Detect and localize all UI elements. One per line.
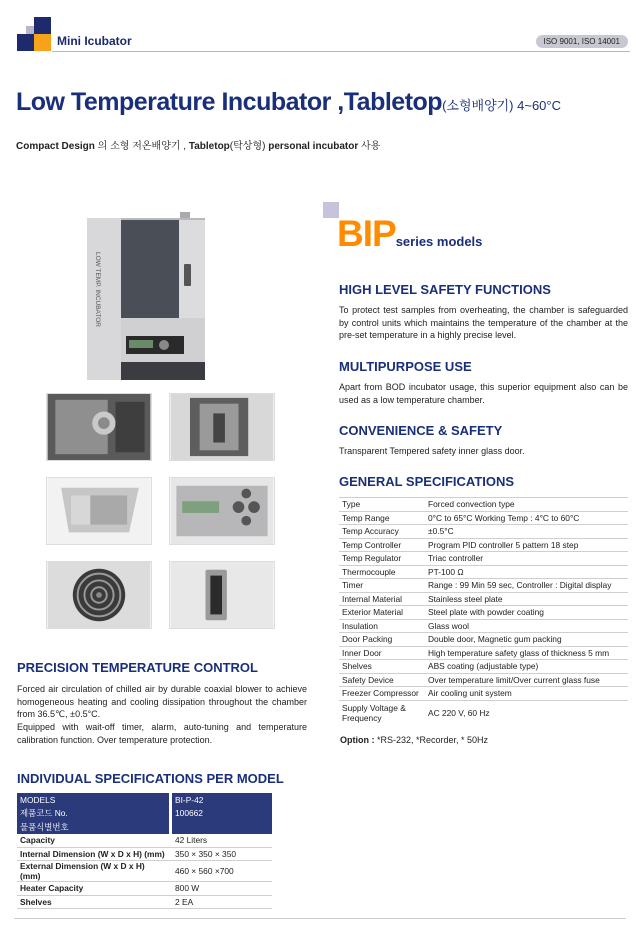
subtitle-part3: Tabletop	[188, 141, 230, 152]
spec-value: AC 220 V, 60 Hz	[425, 700, 628, 726]
option-label: Option :	[340, 735, 377, 745]
table-row	[339, 552, 628, 566]
series-label: series models	[395, 234, 483, 249]
spec-value: Steel plate with powder coating	[425, 606, 628, 620]
model-spec-value: 460 × 560 ×700	[172, 861, 272, 882]
table-row	[339, 646, 628, 660]
table-row	[339, 579, 628, 593]
spec-key: Internal Material	[339, 592, 425, 606]
table-row	[339, 606, 628, 620]
thumb-fan-image	[46, 561, 152, 629]
model-spec-value: 800 W	[172, 882, 272, 896]
spec-value: High temperature safety glass of thickness 5 mm	[425, 646, 628, 660]
thumb-door-image	[169, 393, 275, 461]
spec-value: ABS coating (adjustable type)	[425, 660, 628, 674]
subtitle-part5: personal incubator	[268, 141, 359, 152]
spec-key: Exterior Material	[339, 606, 425, 620]
model-spec-key: Shelves	[17, 895, 169, 909]
thumb-interior-image	[46, 393, 152, 461]
thumb-controller-image	[169, 477, 275, 545]
table-row	[339, 565, 628, 579]
table-row	[17, 847, 272, 861]
footer-divider	[14, 918, 626, 919]
option-text: *RS-232, *Recorder, * 50Hz	[377, 735, 489, 745]
spec-key: Timer	[339, 579, 425, 593]
spec-value: PT-100 Ω	[425, 565, 628, 579]
table-row	[339, 633, 628, 647]
spec-key: Temp Regulator	[339, 552, 425, 566]
convenience-text: Transparent Tempered safety inner glass door.	[339, 446, 525, 456]
series-title	[337, 213, 482, 255]
thumb-shelf-image	[46, 477, 152, 545]
table-row	[339, 660, 628, 674]
title-main: Low Temperature Incubator ,Tabletop	[16, 88, 443, 116]
table-row	[339, 592, 628, 606]
model-spec-table	[17, 793, 272, 909]
spec-value: Double door, Magnetic gum packing	[425, 633, 628, 647]
spec-key: Door Packing	[339, 633, 425, 647]
multipurpose-text: Apart from BOD incubator usage, this superior equipment also can be used as a low temperature chamber.	[339, 382, 628, 405]
table-header-row	[17, 820, 272, 834]
spec-key: Supply Voltage & Frequency	[339, 700, 425, 726]
table-row	[339, 673, 628, 687]
precision-text-2: Equipped with wait-off timer, alarm, auto-tuning and temperature calibration function. Over temperature protection.	[17, 722, 307, 745]
table-row	[17, 882, 272, 896]
precision-text-1: Forced air circulation of chilled air by durable coaxial blower to achieve homogeneous heating and cooling dissipation throughout the chamber from 36.5℃, ±0.5°C.	[17, 684, 307, 719]
model-spec-key: Heater Capacity	[17, 882, 169, 896]
spec-value: Glass wool	[425, 619, 628, 633]
table-row	[339, 619, 628, 633]
subtitle-part2: 의 소형 저온배양기 ,	[94, 141, 189, 152]
table-row	[339, 525, 628, 539]
option-line	[340, 735, 488, 745]
table-header-row	[17, 807, 272, 821]
spec-key: Shelves	[339, 660, 425, 674]
subtitle-part1: Compact Design	[16, 141, 95, 152]
table-row	[339, 687, 628, 701]
header-value: BI-P-42	[172, 793, 272, 807]
header-divider	[52, 51, 630, 52]
spec-value: Over temperature limit/Over current glass fuse	[425, 673, 628, 687]
spec-key: Thermocouple	[339, 565, 425, 579]
spec-value: 0°C to 65°C Working Temp : 4°C to 60°C	[425, 511, 628, 525]
table-row	[17, 895, 272, 909]
title-suffix: (소형배양기) 4~60°C	[442, 98, 561, 113]
subtitle-part4: (탁상형)	[229, 141, 269, 152]
model-spec-value: 2 EA	[172, 895, 272, 909]
spec-key: Freezer Compressor	[339, 687, 425, 701]
header-key: MODELS	[17, 793, 169, 807]
spec-key: Temp Accuracy	[339, 525, 425, 539]
spec-value: Program PID controller 5 pattern 18 step	[425, 538, 628, 552]
table-row	[339, 511, 628, 525]
safety-text: To protect test samples from overheating, the chamber is safeguarded by control units which maintains the temperature of the chamber at the pre-set temperature in a highly precise level.	[339, 305, 628, 340]
model-spec-value: 42 Liters	[172, 834, 272, 848]
page-subtitle	[16, 137, 380, 152]
general-spec-table	[339, 497, 628, 726]
model-spec-key: Internal Dimension (W x D x H) (mm)	[17, 847, 169, 861]
spec-key: Temp Range	[339, 511, 425, 525]
precision-heading: PRECISION TEMPERATURE CONTROL	[17, 660, 258, 675]
header-value: 100662	[172, 807, 272, 821]
company-logo	[17, 17, 51, 51]
brand-name: Mini Icubator	[57, 34, 132, 48]
multipurpose-heading: MULTIPURPOSE USE	[339, 359, 472, 374]
series-code: BIP	[337, 213, 396, 254]
spec-key: Safety Device	[339, 673, 425, 687]
thumb-handle-image	[169, 561, 275, 629]
convenience-heading: CONVENIENCE & SAFETY	[339, 423, 503, 438]
spec-key: Temp Controller	[339, 538, 425, 552]
header-key: 물품식별번호	[17, 820, 169, 834]
model-spec-key: External Dimension (W x D x H) (mm)	[17, 861, 169, 882]
table-header-row	[17, 793, 272, 807]
table-row	[17, 861, 272, 882]
spec-value: Stainless steel plate	[425, 592, 628, 606]
general-spec-heading: GENERAL SPECIFICATIONS	[339, 474, 515, 489]
spec-value: ±0.5°C	[425, 525, 628, 539]
table-row	[339, 700, 628, 726]
spec-value: Triac controller	[425, 552, 628, 566]
table-row	[17, 834, 272, 848]
spec-key: Type	[339, 498, 425, 512]
spec-value: Air cooling unit system	[425, 687, 628, 701]
incubator-product-image	[84, 212, 212, 382]
table-row	[339, 498, 628, 512]
subtitle-part6: 사용	[358, 141, 381, 152]
iso-badge: ISO 9001, ISO 14001	[536, 35, 629, 48]
spec-key: Inner Door	[339, 646, 425, 660]
model-spec-value: 350 × 350 × 350	[172, 847, 272, 861]
page-title	[16, 88, 561, 117]
spec-key: Insulation	[339, 619, 425, 633]
individual-spec-heading: INDIVIDUAL SPECIFICATIONS PER MODEL	[17, 771, 284, 786]
header-key: 제품코드 No.	[17, 807, 169, 821]
header-value	[172, 820, 272, 834]
model-spec-key: Capacity	[17, 834, 169, 848]
product-label: LOW TEMP. INCUBATOR	[94, 252, 101, 328]
safety-heading: HIGH LEVEL SAFETY FUNCTIONS	[339, 282, 551, 297]
table-row	[339, 538, 628, 552]
spec-value: Range : 99 Min 59 sec, Controller : Digital display	[425, 579, 628, 593]
spec-value: Forced convection type	[425, 498, 628, 512]
